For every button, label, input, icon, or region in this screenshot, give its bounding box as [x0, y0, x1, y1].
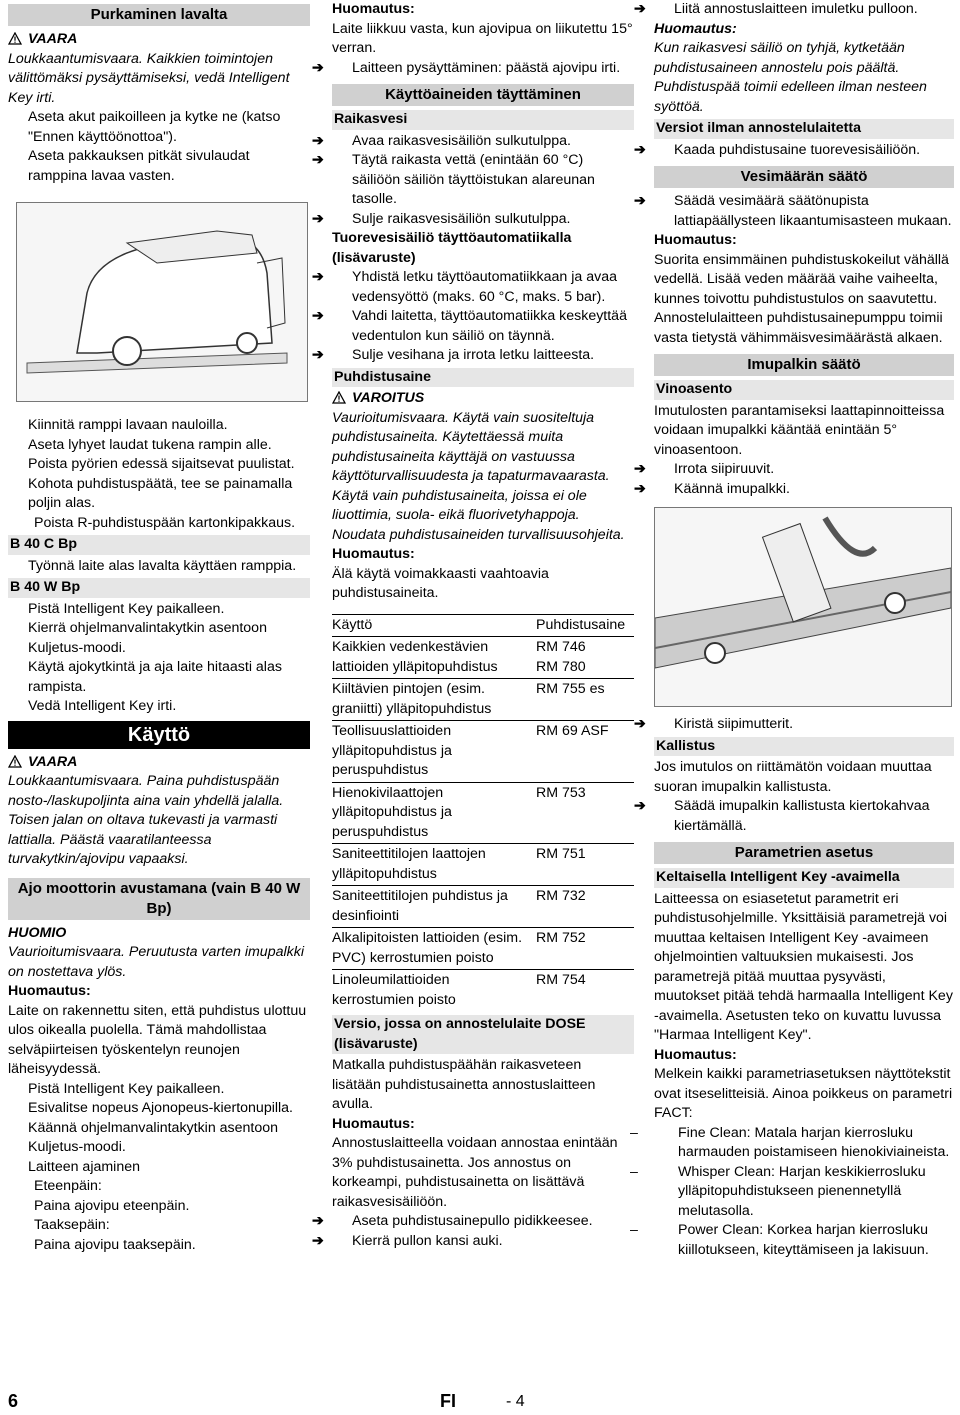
step-item: ➔ Käytä ajokytkintä ja aja laite hitaasti alas rampista. [8, 658, 310, 697]
table-cell-use: Teollisuuslattioiden ylläpitopuhdistus ja peruspuhdistus [332, 721, 536, 783]
table-header-row [332, 614, 634, 637]
table-row [332, 970, 634, 1012]
table-cell-use: Saniteettitilojen puhdistus ja desinfiointi [332, 886, 536, 928]
tilt-text: Jos imutulos on riittämätön voidaan muuttaa suoran imupalkin kallistusta. [654, 759, 932, 795]
model-heading-w: B 40 W Bp [8, 578, 310, 598]
section-title-parameters: Parametrien asetus [654, 842, 954, 864]
subheading-fresh-water: Raikasvesi [332, 110, 634, 130]
language-code: FI [440, 1391, 456, 1411]
step-item: ➔ Poista pyörien edessä sijaitsevat puulistat. [8, 455, 310, 475]
step-item: ➔ Kiristä siipimutterit. [654, 715, 954, 735]
note-label: Huomautus: [8, 983, 91, 999]
danger-text: Loukkaantumisvaara. Paina puhdistuspään nosto-/laskupoljinta aina vain yhdellä jalalla. Toisen jalan on oltava tukevasti ja varmasti lattialla. Päästä vaaratilanteessa turvakytkin/ajovipu vapaaksi. [8, 773, 284, 867]
step-item: ➔ Sulje vesihana ja irrota letku laitteesta. [332, 346, 634, 366]
table-cell-use: Kaikkien vedenkestävien lattioiden ylläpitopuhdistus [332, 637, 536, 679]
table-cell-use: Hienokivilaattojen ylläpitopuhdistus ja peruspuhdistus [332, 782, 536, 844]
note-text: Annostelulaitteen puhdistusainepumppu toimii vasta tietystä vähimmäisvesimäärästä alkaen. [654, 310, 943, 346]
step-item: ➔ Aseta lyhyet laudat tukena rampin alle. [8, 436, 310, 456]
machine-on-pallet-figure [16, 202, 308, 402]
step-item: ➔ Kaada puhdistusaine tuorevesisäiliöön. [654, 141, 954, 161]
suction-bar-figure [654, 507, 952, 707]
scrubber-drawing-icon [17, 203, 307, 401]
step-item: ➔ Laitteen pysäyttäminen: päästä ajovipu irti. [332, 59, 634, 79]
angle-text: Imutulosten parantamiseksi laattapinnoitteissa voidaan imupalkki kääntää enintään 5° vinoasentoon. [654, 402, 945, 458]
note-text: Laite on rakennettu siten, että puhdistus ulottuu ulos oikealla puolella. Tämä mahdollistaa selväpiirteisen työskentelyn reunojen läheisyydessä. [8, 1002, 307, 1077]
table-cell-agent: RM 753 [536, 782, 634, 844]
step-item: ➔ Yhdistä letku täyttöautomatiikkaan ja avaa vedensyöttö (maks. 60 °C, maks. 5 bar). [332, 268, 634, 307]
table-cell-use: Linoleumilattioiden kerrostumien poisto [332, 970, 536, 1012]
table-cell-agent: RM 732 [536, 886, 634, 928]
subheading-dose: Versio, jossa on annostelulaite DOSE (lisävaruste) [332, 1015, 634, 1054]
subheading-angle: Vinoasento [654, 380, 954, 400]
table-cell-agent: RM 754 [536, 970, 634, 1012]
step-item: ➔ Sulje raikasvesisäiliön sulkutulppa. [332, 210, 634, 230]
suction-bar-drawing-icon [655, 508, 951, 706]
table-row [332, 844, 634, 886]
step-item: ➔ Liitä annostuslaitteen imuletku pulloon. [654, 0, 954, 20]
step-item: ➔ Täytä raikasta vettä (enintään 60 °C) säiliöön säiliön täyttöistukan alareunan tasolle. [332, 151, 634, 210]
model-heading-c: B 40 C Bp [8, 535, 310, 555]
note-label: Huomautus: [654, 232, 737, 248]
forward-text: Paina ajovipu eteenpäin. [34, 1197, 190, 1214]
fact-list-item: – Power Clean: Korkea harjan kierrosluku kiillotukseen, kiteyttämiseen ja lakisuun. [654, 1221, 954, 1260]
section-title-unloading: Purkaminen lavalta [8, 4, 310, 26]
table-cell-agent: RM 751 [536, 844, 634, 886]
step-item: ➔ Esivalitse nopeus Ajonopeus-kiertonupilla. [8, 1099, 310, 1119]
note-label: Huomautus: [332, 546, 415, 562]
table-cell-agent: RM 69 ASF [536, 721, 634, 783]
warning-triangle-icon [8, 32, 22, 45]
table-row [332, 679, 634, 721]
plain-step: Poista R-puhdistuspään kartonkipakkaus. [34, 514, 296, 531]
page-code: - 4 [506, 1393, 525, 1410]
note-label: Huomautus: [332, 1, 415, 17]
note-text: Älä käytä voimakkaasti vaahtoavia puhdistusaineita. [332, 565, 549, 601]
yellow-key-text: Laitteessa on esiasetetut parametrit eri puhdistusohjelmille. Yksittäisiä parametrejä voi muuttaa keltaisen Intelligent Key -avaimeen ohjelmointien valtuuksien mukaisesti. Jos parametrejä pitää muuttaa pysyvästi, muutokset pitää tehdä harmaalla Intelligent Key -avaimella. Asetusten teko on kuvattu luvussa "Harmaa Intelligent Key". [654, 890, 953, 1043]
page-number: 6 [8, 1391, 19, 1411]
note-text: Suorita ensimmäinen puhdistuskokeilut vähällä vedellä. Lisää veden määrää vaihe vaiheelta, kunnes toivottu puhdistustulos on saavutettu. [654, 251, 949, 307]
table-cell-agent: RM 752 [536, 928, 634, 970]
step-item: ➔ Kierrä ohjelmanvalintakytkin asentoon Kuljetus-moodi. [8, 619, 310, 658]
note-text: Kun raikasvesi säiliö on tyhjä, kytketään puhdistusaineen annostelu pois päältä. Puhdistuspää toimii edelleen ilman nesteen syöttöä. [654, 40, 927, 115]
forward-label: Eteenpäin: [34, 1178, 102, 1194]
note-text: Laite liikkuu vasta, kun ajovipua on liikutettu 15° verran. [332, 20, 633, 56]
dose-text: Matkalla puhdistuspäähän raikasveteen lisätään puhdistusainetta annostuslaitteen avulla. [332, 1057, 596, 1112]
step-item: ➔ Laitteen ajaminen [8, 1158, 310, 1178]
subheading-yellow-key: Keltaisella Intelligent Key -avaimella [654, 868, 954, 888]
section-title-drive: Ajo moottorin avustamana (vain B 40 W Bp) [8, 878, 310, 920]
step-item: ➔ Pistä Intelligent Key paikalleen. [8, 1080, 310, 1100]
table-row [332, 886, 634, 928]
warning-triangle-icon [332, 391, 346, 404]
note-text: Annostuslaitteella voidaan annostaa enintään 3% puhdistusainetta. Jos annostus on korkeampi, puhdistusainetta on lisättävä raikasvesisäiliöön. [332, 1135, 618, 1210]
table-cell-agent: RM 746 RM 780 [536, 637, 634, 679]
table-cell-agent: RM 755 es [536, 679, 634, 721]
danger-label: VAARA [8, 753, 310, 773]
back-text: Paina ajovipu taaksepäin. [34, 1236, 196, 1253]
step-item: ➔ Työnnä laite alas lavalta käyttäen ramppia. [8, 557, 310, 577]
step-item: ➔ Säädä vesimäärä säätönupista lattiapäällysteen likaantumisasteen mukaan. [654, 192, 954, 231]
step-item: ➔ Kierrä pullon kansi auki. [332, 1232, 634, 1252]
table-row [332, 637, 634, 679]
back-label: Taaksepäin: [34, 1217, 110, 1233]
section-title-fill: Käyttöaineiden täyttäminen [332, 84, 634, 106]
step-item: ➔ Kohota puhdistuspäätä, tee se painamalla poljin alas. [8, 475, 310, 514]
step-item: ➔ Aseta akut paikoilleen ja kytke ne (katso "Ennen käyttöönottoa"). [8, 108, 310, 147]
table-cell-use: Alkalipitoisten lattioiden (esim. PVC) kerrostumien poisto [332, 928, 536, 970]
chapter-title-operation: Käyttö [8, 721, 310, 749]
section-title-suction-bar: Imupalkin säätö [654, 354, 954, 376]
subheading-no-dose: Versiot ilman annostelulaitetta [654, 119, 954, 139]
note-label: Huomautus: [332, 1115, 415, 1132]
warning-label: VAROITUS [332, 389, 634, 409]
table-row [332, 928, 634, 970]
danger-label: VAARA [8, 30, 310, 50]
danger-text: Loukkaantumisvaara. Kaikkien toimintojen välittömäksi pysäyttämiseksi, vedä Intelligent Key irti. [8, 50, 290, 106]
table-cell-use: Saniteettitilojen laattojen ylläpitopuhdistus [332, 844, 536, 886]
table-row [332, 721, 634, 783]
section-title-water-amount: Vesimäärän säätö [654, 166, 954, 188]
step-item: ➔ Vedä Intelligent Key irti. [8, 697, 310, 717]
step-item: ➔ Käännä imupalkki. [654, 480, 954, 500]
fact-list-item: – Fine Clean: Matala harjan kierrosluku harmauden poistamiseen hienokiviaineista. [654, 1124, 954, 1163]
step-item: ➔ Pistä Intelligent Key paikalleen. [8, 600, 310, 620]
table-header-cell: Käyttö [332, 614, 536, 637]
subheading-detergent: Puhdistusaine [332, 368, 634, 388]
warning-text: Vaurioitumisvaara. Käytä vain suositeltuja puhdistusaineita. Käytettäessä muita puhdistusaineita käyttäjä on vastuussa käyttöturvallisuudesta ja tapaturmavaarasta. Käytä vain puhdistusaineita, joissa ei ole liuottimia, suola- eikä fluorivetyhappoja. Noudata puhdistusaineiden turvallisuusohjeita. [332, 409, 625, 543]
notice-label: HUOMIO [8, 924, 67, 941]
note-label: Huomautus: [654, 20, 737, 37]
step-item: ➔ Vahdi laitetta, täyttöautomatiikka keskeyttää vedentulon kun säiliö on täynnä. [332, 307, 634, 346]
warning-triangle-icon [8, 755, 22, 768]
step-item: ➔ Aseta puhdistusainepullo pidikkeesee. [332, 1212, 634, 1232]
note-text: Melkein kaikki parametriasetuksen näyttötekstit ovat itseselitteisiä. Ainoa poikkeus on parametri FACT: [654, 1066, 953, 1121]
table-header-cell: Puhdistusaine [536, 614, 634, 637]
column-3 [654, 0, 954, 1260]
fact-list-item: – Whisper Clean: Harjan keskikierrosluku ylläpitopuhdistukseen pienennetyllä melutasolla. [654, 1163, 954, 1222]
step-item: ➔ Säädä imupalkin kallistusta kiertokahvaa kiertämällä. [654, 797, 954, 836]
step-item: ➔ Irrota siipiruuvit. [654, 460, 954, 480]
table-cell-use: Kiiltävien pintojen (esim. graniitti) ylläpitopuhdistus [332, 679, 536, 721]
step-item: ➔ Kiinnitä ramppi lavaan nauloilla. [8, 416, 310, 436]
step-item: ➔ Avaa raikasvesisäiliön sulkutulppa. [332, 132, 634, 152]
subheading-tilt: Kallistus [654, 737, 954, 757]
auto-fill-heading: Tuorevesisäiliö täyttöautomatiikalla (lisävaruste) [332, 230, 572, 266]
column-2 [332, 0, 634, 1251]
notice-text: Vaurioitumisvaara. Peruutusta varten imupalkki on nostettava ylös. [8, 944, 304, 980]
table-row [332, 782, 634, 844]
note-label: Huomautus: [654, 1046, 737, 1063]
detergent-table [332, 614, 634, 1012]
step-item: ➔ Aseta pakkauksen pitkät sivulaudat ramppina lavaa vasten. [8, 147, 310, 186]
step-item: ➔ Käännä ohjelmanvalintakytkin asentoon Kuljetus-moodi. [8, 1119, 310, 1158]
column-1 [8, 0, 310, 1255]
